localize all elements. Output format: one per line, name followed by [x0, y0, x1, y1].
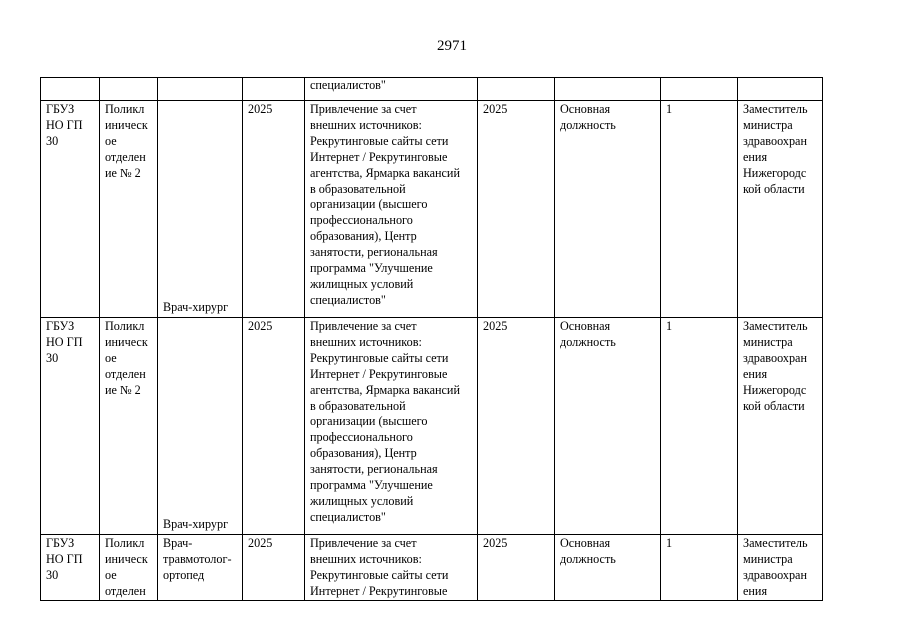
division-cell: Поликл иническ ое отделен ие № 2: [100, 101, 158, 318]
position-cell: Врач- травмотолог- ортопед: [158, 535, 243, 601]
responsible-cell: Заместитель министра здравоохран ения Нижегородс кой области: [738, 101, 823, 318]
division-cell: Поликл иническ ое отделен: [100, 535, 158, 601]
org-cell: ГБУЗ НО ГП 30: [41, 101, 100, 318]
method-cell: специалистов": [305, 78, 478, 101]
division-cell: Поликл иническ ое отделен ие № 2: [100, 318, 158, 535]
table-row-continuation: [41, 78, 823, 101]
position-type-cell: Основная должность: [555, 535, 661, 601]
count-cell: 1: [661, 101, 738, 318]
count-cell: 1: [661, 535, 738, 601]
page-number: 2971: [437, 38, 467, 54]
method-cell: Привлечение за счет внешних источников: Рекрутинговые сайты сети Интернет / Рекрутинговые: [305, 535, 478, 601]
year-cell: 2025: [243, 535, 305, 601]
plan-year-cell: 2025: [478, 318, 555, 535]
position-cell: Врач-хирург: [158, 101, 243, 318]
year-cell: 2025: [243, 101, 305, 318]
year-cell: 2025: [243, 318, 305, 535]
responsible-cell: Заместитель министра здравоохран ения: [738, 535, 823, 601]
plan-year-cell: 2025: [478, 535, 555, 601]
position-type-cell: Основная должность: [555, 101, 661, 318]
org-cell: ГБУЗ НО ГП 30: [41, 318, 100, 535]
count-cell: 1: [661, 318, 738, 535]
vacancy-table: [40, 77, 823, 601]
method-cell: Привлечение за счет внешних источников: Рекрутинговые сайты сети Интернет / Рекрутинговые агентства, Ярмарка вакансий в образовательной организации (высшего профессионального образования), Центр занятости, региональная программа "Улучшение жилищных условий специалистов": [305, 318, 478, 535]
table-row: [41, 318, 823, 535]
org-cell: ГБУЗ НО ГП 30: [41, 535, 100, 601]
table-row: [41, 101, 823, 318]
position-type-cell: Основная должность: [555, 318, 661, 535]
method-cell: Привлечение за счет внешних источников: Рекрутинговые сайты сети Интернет / Рекрутинговые агентства, Ярмарка вакансий в образовательной организации (высшего профессионального образования), Центр занятости, региональная программа "Улучшение жилищных условий специалистов": [305, 101, 478, 318]
position-cell: Врач-хирург: [158, 318, 243, 535]
plan-year-cell: 2025: [478, 101, 555, 318]
responsible-cell: Заместитель министра здравоохран ения Нижегородс кой области: [738, 318, 823, 535]
table-row: [41, 535, 823, 601]
